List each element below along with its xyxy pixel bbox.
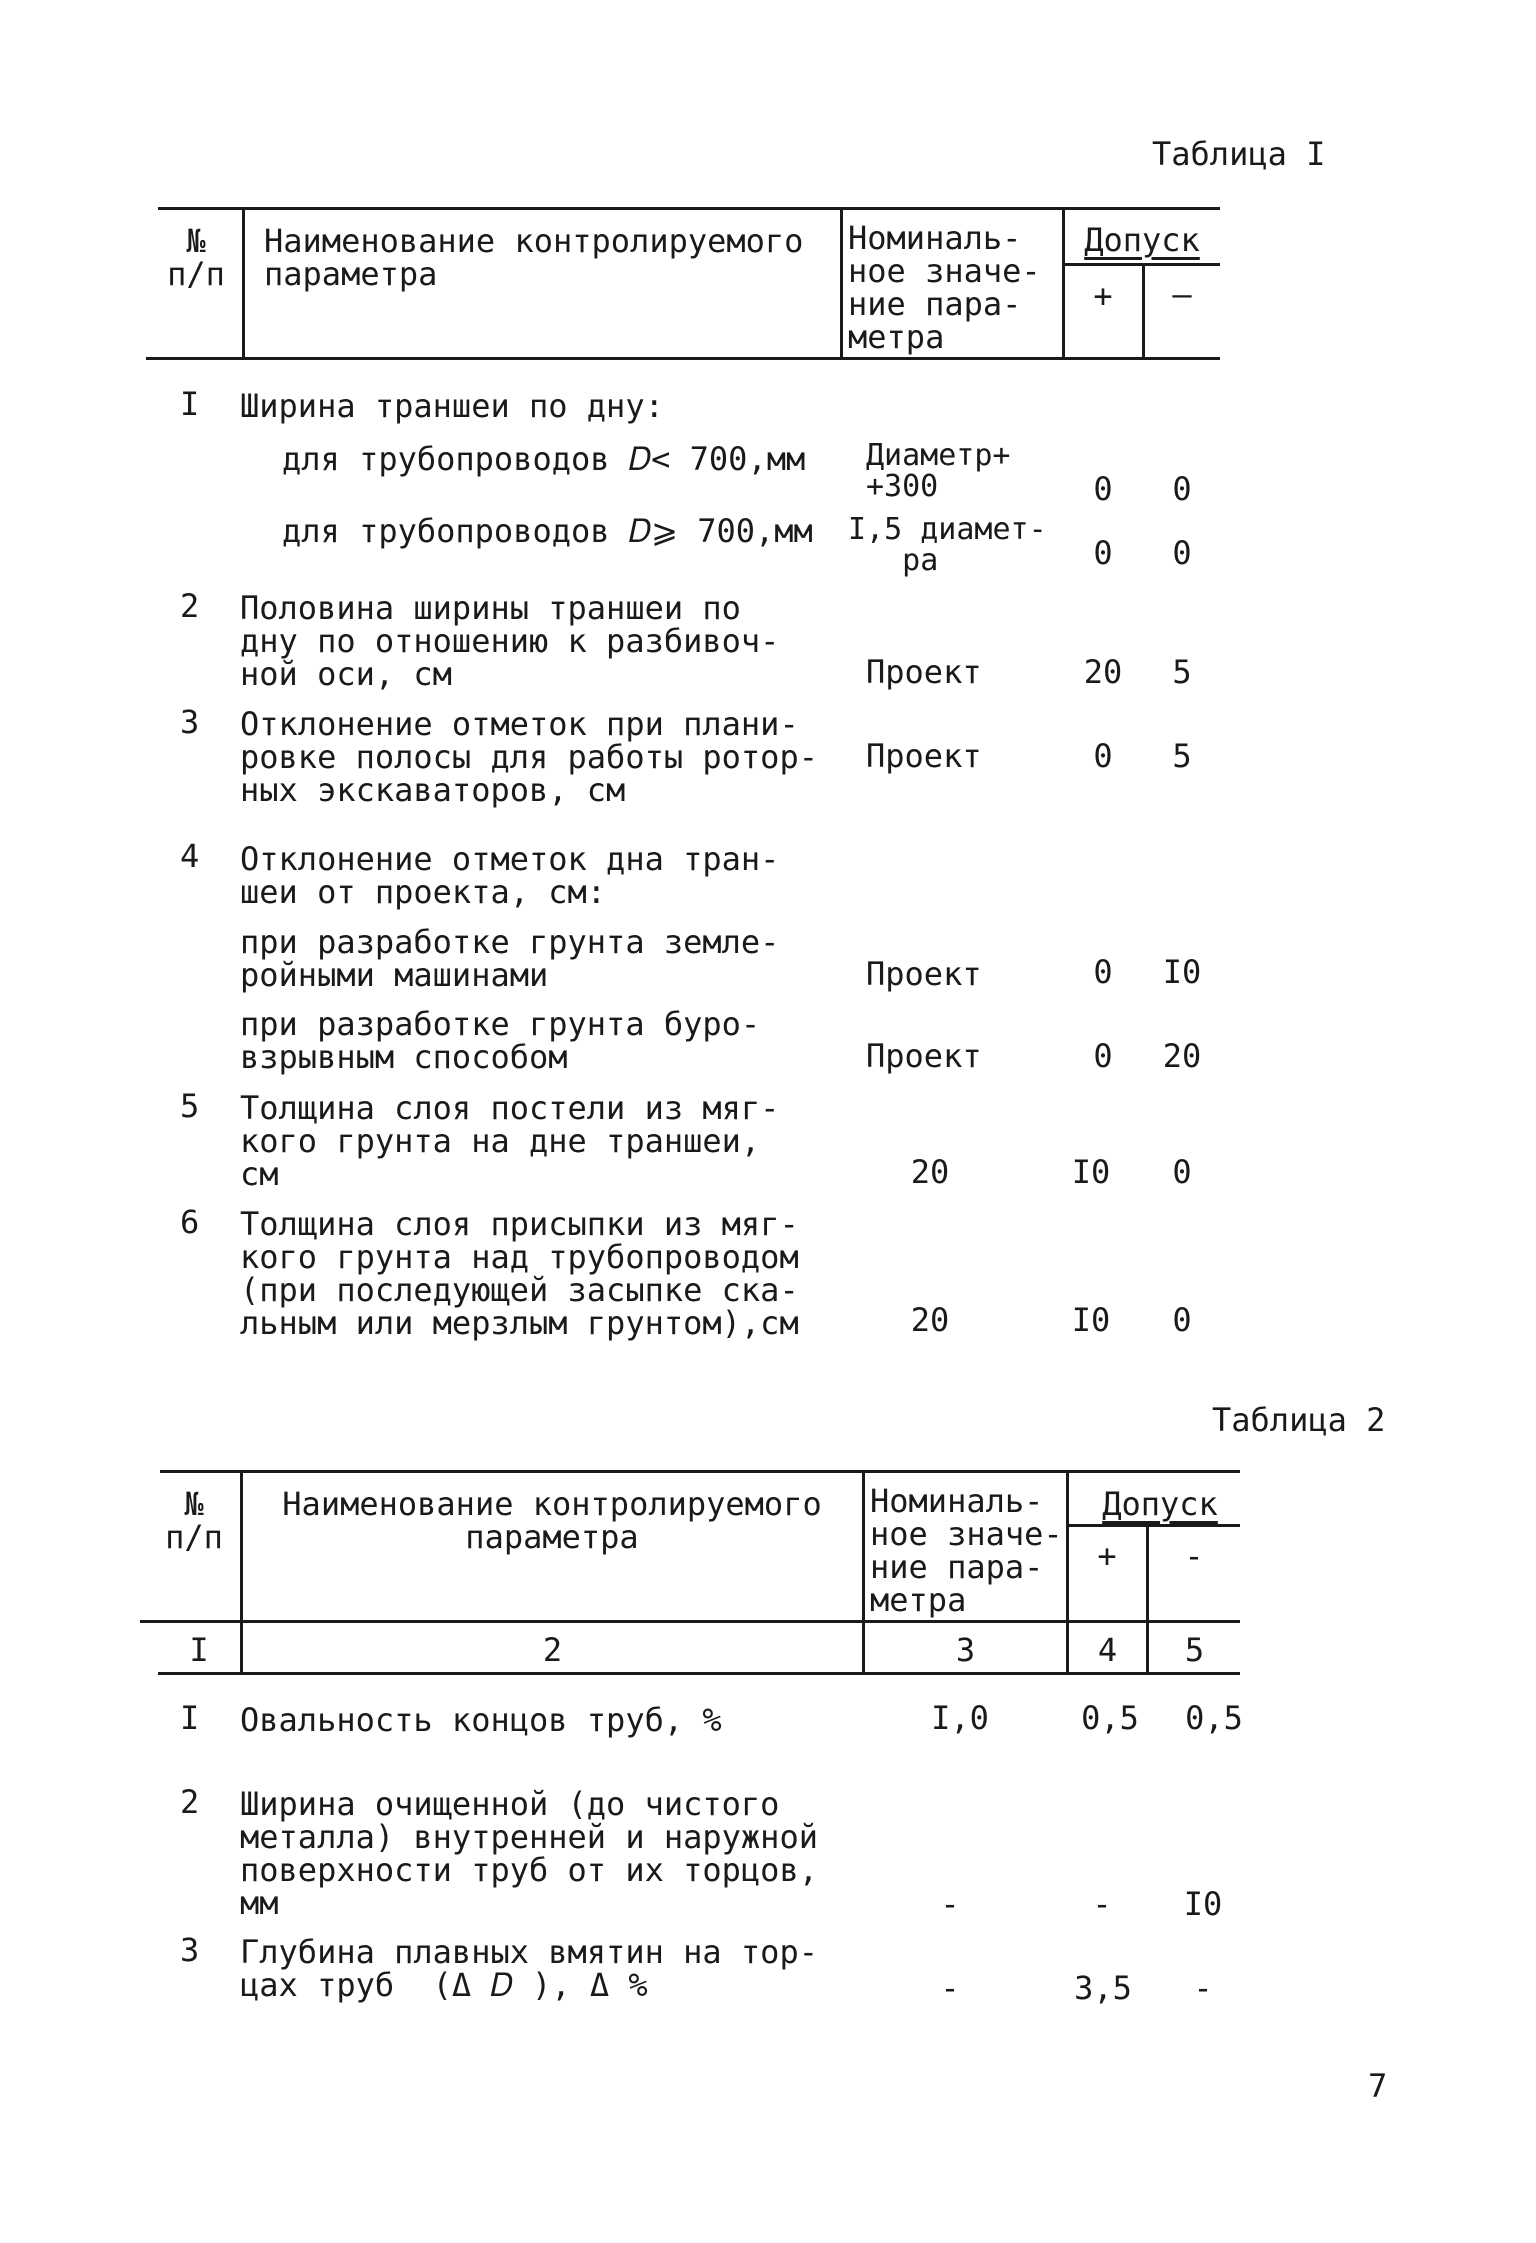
table1-row6-num: 6 — [180, 1203, 200, 1241]
table2-row3-plus: 3,5 — [1074, 1969, 1132, 2007]
table2-colnum-1: I — [189, 1631, 209, 1669]
table1-row1b-plus: 0 — [1093, 534, 1113, 572]
table1-header-nominal: Номиналь- ное значе- ние пара- метра — [848, 219, 1041, 356]
table1-col-divider-1 — [242, 210, 245, 360]
table1-row4b-minus: 20 — [1162, 1037, 1202, 1075]
table2-colnum-5: 5 — [1184, 1631, 1205, 1669]
table1-row2-minus: 5 — [1172, 653, 1192, 691]
table2-row1-minus: 0,5 — [1185, 1699, 1243, 1737]
table1-row5-minus: 0 — [1172, 1153, 1192, 1191]
table2-row1-num: I — [180, 1699, 200, 1737]
table1-row1a-nominal: Диаметр+ +300 — [866, 438, 1011, 504]
table1-row5-nominal: 20 — [910, 1153, 950, 1191]
table2-header-plus: + — [1097, 1537, 1117, 1575]
table2-row2-nominal: - — [940, 1885, 960, 1923]
table2-header-bottom-rule — [140, 1620, 1240, 1623]
table1-col-divider-2 — [840, 210, 843, 360]
table1-row4a-nominal: Проект — [866, 955, 982, 993]
page-number: 7 — [1368, 2067, 1388, 2105]
table1-header-tolerance: Допуск — [1084, 221, 1200, 259]
table1-row5-num: 5 — [180, 1087, 200, 1125]
table1-row5-plus: I0 — [1071, 1153, 1111, 1191]
table1-row4a-plus: 0 — [1093, 953, 1113, 991]
table2-title: Таблица 2 — [1212, 1401, 1386, 1439]
table2-header-num: № п/п — [165, 1485, 223, 1556]
table1-row1a-minus: 0 — [1172, 470, 1192, 508]
table2-header-minus: - — [1184, 1537, 1204, 1575]
table1-row1a-name: для трубопроводов 𝐷< 700,мм — [282, 440, 806, 478]
table2-row1-plus: 0,5 — [1081, 1699, 1139, 1737]
table1-row3-plus: 0 — [1093, 737, 1113, 775]
table1-row4b-nominal: Проект — [866, 1037, 982, 1075]
table2-header-name: Наименование контролируемого параметра — [282, 1485, 822, 1556]
table1-row2-name: Половина ширины траншеи по дну по отношению к разбивоч- ной оси, см — [240, 589, 780, 693]
table1-row4b-name: при разработке грунта буро- взрывным способом — [240, 1005, 761, 1076]
table1-header-num: № п/п — [167, 222, 225, 293]
table2-row3-num: 3 — [180, 1931, 200, 1969]
table1-row5-name: Толщина слоя постели из мяг- кого грунта на дне траншеи, см — [240, 1089, 780, 1193]
table2-row2-name: Ширина очищенной (до чистого металла) внутренней и наружной поверхности труб от их торцов, мм — [240, 1785, 818, 1922]
table1-header-name: Наименование контролируемого параметра — [264, 222, 804, 293]
table2-colnum-bottom-rule — [158, 1672, 1240, 1675]
table1-row1-name: Ширина траншеи по дну: — [240, 387, 664, 425]
table2-header-tolerance: Допуск — [1102, 1485, 1218, 1523]
table1-row4b-plus: 0 — [1093, 1037, 1113, 1075]
table1-row6-plus: I0 — [1071, 1301, 1111, 1339]
table2-colnum-2: 2 — [542, 1631, 563, 1669]
table1-row3-minus: 5 — [1172, 737, 1192, 775]
table1-row2-nominal: Проект — [866, 653, 982, 691]
table2-row3-minus: - — [1193, 1969, 1213, 2007]
table1-row4a-minus: I0 — [1162, 953, 1202, 991]
table1-header-bottom-rule — [146, 357, 1220, 360]
table2-row3-name: Глубина плавных вмятин на тор- цах труб (Δ 𝐷 ), Δ % — [240, 1933, 818, 2004]
table1-row3-num: 3 — [180, 703, 200, 741]
table1-row4a-name: при разработке грунта земле- ройными машинами — [240, 923, 780, 994]
table2-colnum-3: 3 — [955, 1631, 976, 1669]
table1-row1b-name: для трубопроводов 𝐷⩾ 700,мм — [282, 512, 813, 550]
table1-top-rule — [158, 207, 1220, 210]
table1-row4-num: 4 — [180, 837, 200, 875]
table1-row3-name: Отклонение отметок при плани- ровке полосы для работы ротор- ных экскаваторов, см — [240, 705, 818, 809]
table2-header-nominal: Номиналь- ное значе- ние пара- метра — [870, 1482, 1063, 1619]
table1-title: Таблица I — [1152, 135, 1326, 173]
table1-header-plus: + — [1093, 277, 1113, 315]
table1-row1b-minus: 0 — [1172, 534, 1192, 572]
table2-row2-minus: I0 — [1183, 1885, 1223, 1923]
table2-row3-nominal: - — [940, 1969, 960, 2007]
table1-row2-plus: 20 — [1083, 653, 1123, 691]
table2-row1-name: Овальность концов труб, % — [240, 1701, 722, 1739]
table2-tolerance-rule — [1066, 1524, 1240, 1527]
table2-row1-nominal: I,0 — [931, 1699, 989, 1737]
table1-row6-name: Толщина слоя присыпки из мяг- кого грунта над трубопроводом (при последующей засыпке ска- льным или мерзлым грунтом),см — [240, 1205, 799, 1342]
table1-row6-nominal: 20 — [910, 1301, 950, 1339]
table1-row2-num: 2 — [180, 587, 200, 625]
table1-header-minus: – — [1172, 275, 1192, 313]
table1-row1a-plus: 0 — [1093, 470, 1113, 508]
table1-row3-nominal: Проект — [866, 737, 982, 775]
table1-row1b-nominal: I,5 диамет- ра — [848, 512, 1047, 578]
table1-row4-name: Отклонение отметок дна тран- шеи от проекта, см: — [240, 840, 780, 911]
table2-row2-num: 2 — [180, 1783, 200, 1821]
table2-top-rule — [160, 1470, 1240, 1473]
table2-colnum-4: 4 — [1097, 1631, 1118, 1669]
table2-row2-plus: - — [1092, 1885, 1112, 1923]
table1-row1-num: I — [180, 385, 200, 423]
table1-row6-minus: 0 — [1172, 1301, 1192, 1339]
